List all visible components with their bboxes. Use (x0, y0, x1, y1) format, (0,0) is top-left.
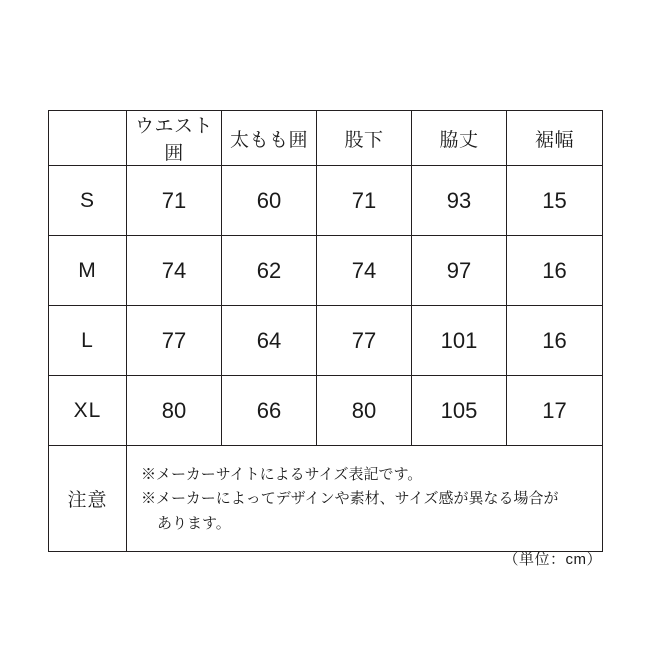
cell-xl-hemwidth: 17 (507, 376, 603, 446)
note-line-3: あります。 (157, 514, 231, 532)
cell-m-thigh: 62 (222, 236, 317, 306)
cell-s-inseam: 71 (317, 166, 412, 236)
cell-xl-inseam: 80 (317, 376, 412, 446)
table-row (49, 306, 603, 376)
size-table (48, 110, 603, 552)
column-header-waist: ウエスト囲 (127, 111, 222, 166)
cell-m-inseam: 74 (317, 236, 412, 306)
cell-xl-thigh: 66 (222, 376, 317, 446)
table-row (49, 376, 603, 446)
table-corner-cell (49, 111, 127, 166)
cell-s-sidelength: 93 (412, 166, 507, 236)
cell-m-hemwidth: 16 (507, 236, 603, 306)
row-label-xl: XL (49, 376, 127, 446)
table-body (49, 166, 603, 552)
cell-m-sidelength: 97 (412, 236, 507, 306)
table-row (49, 236, 603, 306)
cell-l-sidelength: 101 (412, 306, 507, 376)
column-header-inseam: 股下 (317, 111, 412, 166)
cell-s-waist: 71 (127, 166, 222, 236)
unit-note: （単位：cm） (503, 551, 602, 568)
note-line-1: ※メーカーサイトによるサイズ表記です。 (141, 466, 423, 484)
note-label: 注意 (49, 446, 127, 552)
row-label-l: L (49, 306, 127, 376)
size-chart (48, 110, 602, 552)
row-label-m: M (49, 236, 127, 306)
cell-m-waist: 74 (127, 236, 222, 306)
cell-l-hemwidth: 16 (507, 306, 603, 376)
table-row (49, 166, 603, 236)
cell-xl-waist: 80 (127, 376, 222, 446)
table-header-row (49, 111, 603, 166)
cell-l-waist: 77 (127, 306, 222, 376)
table-header (49, 111, 603, 166)
cell-s-hemwidth: 15 (507, 166, 603, 236)
row-label-s: S (49, 166, 127, 236)
cell-l-inseam: 77 (317, 306, 412, 376)
cell-l-thigh: 64 (222, 306, 317, 376)
column-header-hemwidth: 裾幅 (507, 111, 603, 166)
column-header-thigh: 太もも囲 (222, 111, 317, 166)
cell-xl-sidelength: 105 (412, 376, 507, 446)
column-header-sidelength: 脇丈 (412, 111, 507, 166)
cell-s-thigh: 60 (222, 166, 317, 236)
table-note-row (49, 446, 603, 552)
note-content (127, 446, 603, 552)
note-line-2: ※メーカーによってデザインや素材、サイズ感が異なる場合が (141, 490, 559, 508)
